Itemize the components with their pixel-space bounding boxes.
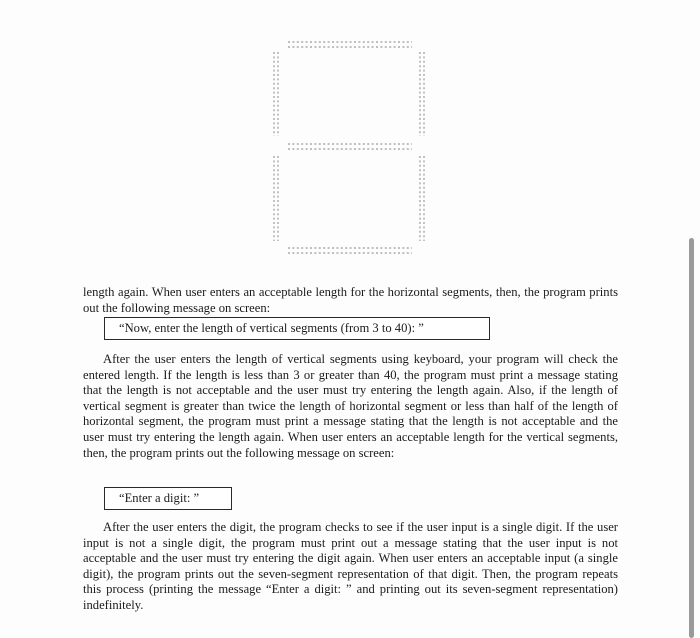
paragraph-vertical-length: After the user enters the length of vertical segments using keyboard, your program will check the entered length. If the length is less than 3 or greater than 40, the program must print a message stating that the length is not acceptable and the user must try entering the length again. Also, if the length of vertical segment is greater than twice the length of horizontal segment or less than half of the length of horizontal segment, the program must print a message stating that the length is not acceptable and the user must try entering the length again. When user enters an acceptable length for the vertical segments, then, the program prints out the following message on screen:: [83, 352, 618, 460]
message-box-digit-prompt: “Enter a digit: ”: [104, 487, 232, 510]
seven-segment-figure: [262, 36, 442, 261]
message-box-vertical-prompt: “Now, enter the length of vertical segments (from 3 to 40): ”: [104, 317, 490, 340]
vertical-scrollbar[interactable]: [689, 238, 694, 638]
seven-segment-digit-eight: [262, 36, 442, 261]
paragraph-digit-input: After the user enters the digit, the program checks to see if the user input is a single digit. If the user input is not a single digit, the program must print out a message stating that the user input is not acceptable and the user must try entering the digit again. When user enters an acceptable input (a single digit), the program prints out the seven-segment representation of that digit. Then, the program repeats this process (printing the message “Enter a digit: ” and printing out its seven-segment representation) indefinitely.: [83, 520, 618, 612]
paragraph-horizontal-length: length again. When user enters an acceptable length for the horizontal segments, then, the program prints out the following message on screen:: [83, 285, 618, 315]
